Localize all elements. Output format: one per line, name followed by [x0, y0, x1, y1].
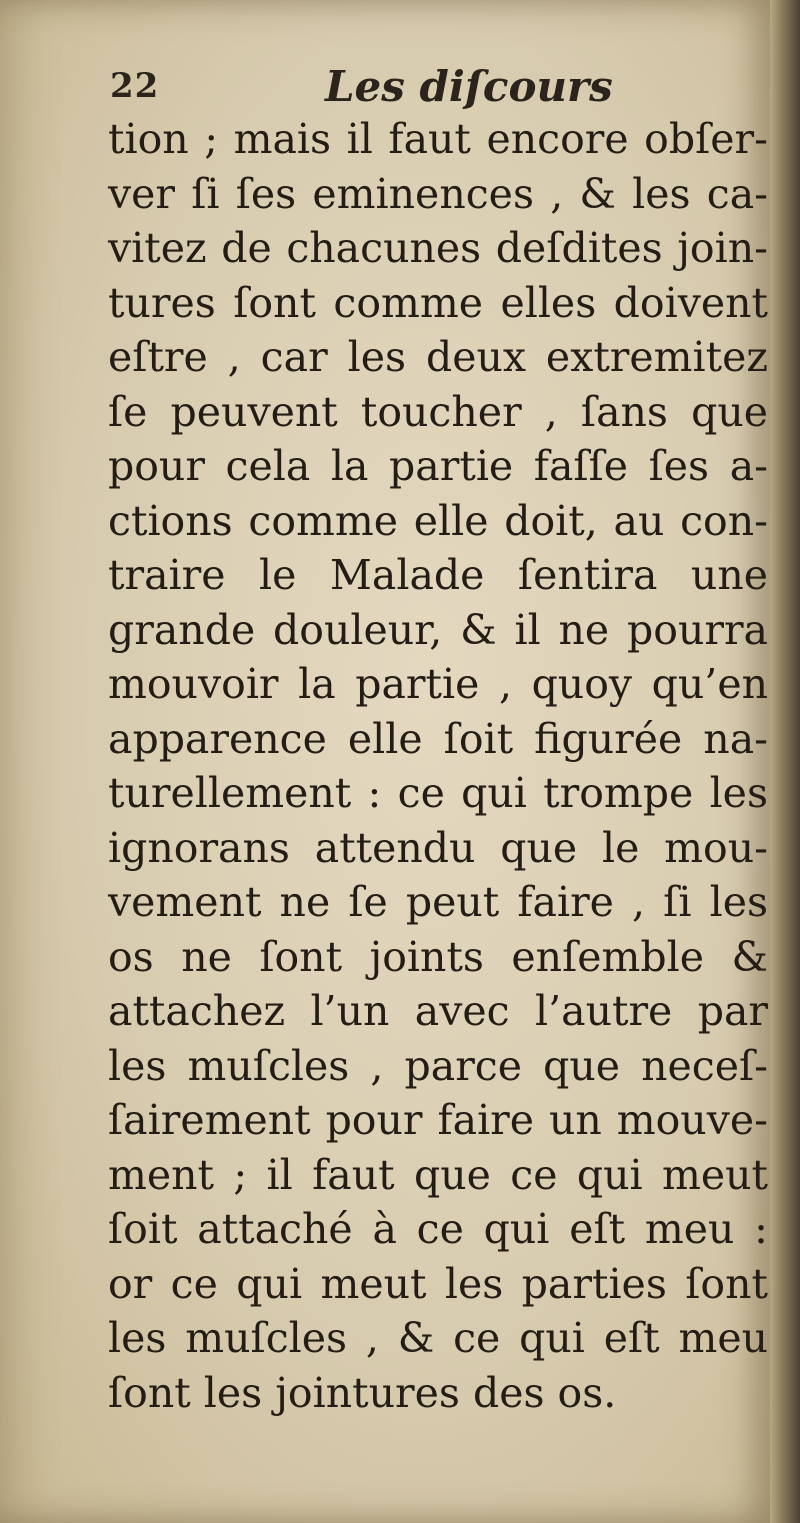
text-line: ſairement pour faire un mouve- [108, 1096, 768, 1144]
text-line: ctions comme elle doit, au con- [108, 496, 768, 545]
text-line: traire le Malade ſentira une [108, 551, 768, 599]
text-line: pour cela la partie faſſe ſes a- [108, 442, 768, 490]
text-line: attachez l’un avec l’autre par [108, 987, 768, 1035]
text-line: ver ſi ſes eminences , & les ca- [108, 169, 768, 218]
text-line: mouvoir la partie , quoy qu’en [108, 660, 768, 708]
text-line: turellement : ce qui trompe les [108, 769, 768, 817]
text-line: ſe peuvent toucher , ſans que [108, 387, 768, 436]
text-line: ment ; il faut que ce qui meut [108, 1150, 768, 1199]
running-head: Les diſcours [325, 62, 613, 111]
text-line: vement ne ſe peut faire , ſi les [108, 878, 768, 926]
page-edge [770, 0, 800, 1523]
text-line: grande douleur, & il ne pourra [108, 605, 768, 654]
page-number: 22 [110, 66, 160, 106]
text-line: tures ſont comme elles doivent [108, 278, 768, 327]
page-header [110, 62, 670, 116]
text-line: or ce qui meut les parties ſont [108, 1259, 768, 1308]
text-line: tion ; mais il faut encore obſer- [108, 115, 768, 163]
text-line: ſoit attaché à ce qui eſt meu : [108, 1205, 768, 1253]
body-text [108, 112, 768, 1420]
text-line: eſtre , car les deux extremitez [108, 333, 768, 381]
text-line: ſont les jointures des os. [108, 1368, 617, 1417]
text-line: apparence elle ſoit figurée na- [108, 714, 768, 763]
text-line: ignorans attendu que le mou- [108, 823, 768, 872]
text-line: os ne ſont joints enſemble & [108, 932, 768, 981]
text-line: les muſcles , parce que neceſ- [108, 1041, 768, 1090]
text-line: les muſcles , & ce qui eſt meu [108, 1314, 768, 1362]
text-line: vitez de chacunes deſdites join- [108, 224, 768, 272]
